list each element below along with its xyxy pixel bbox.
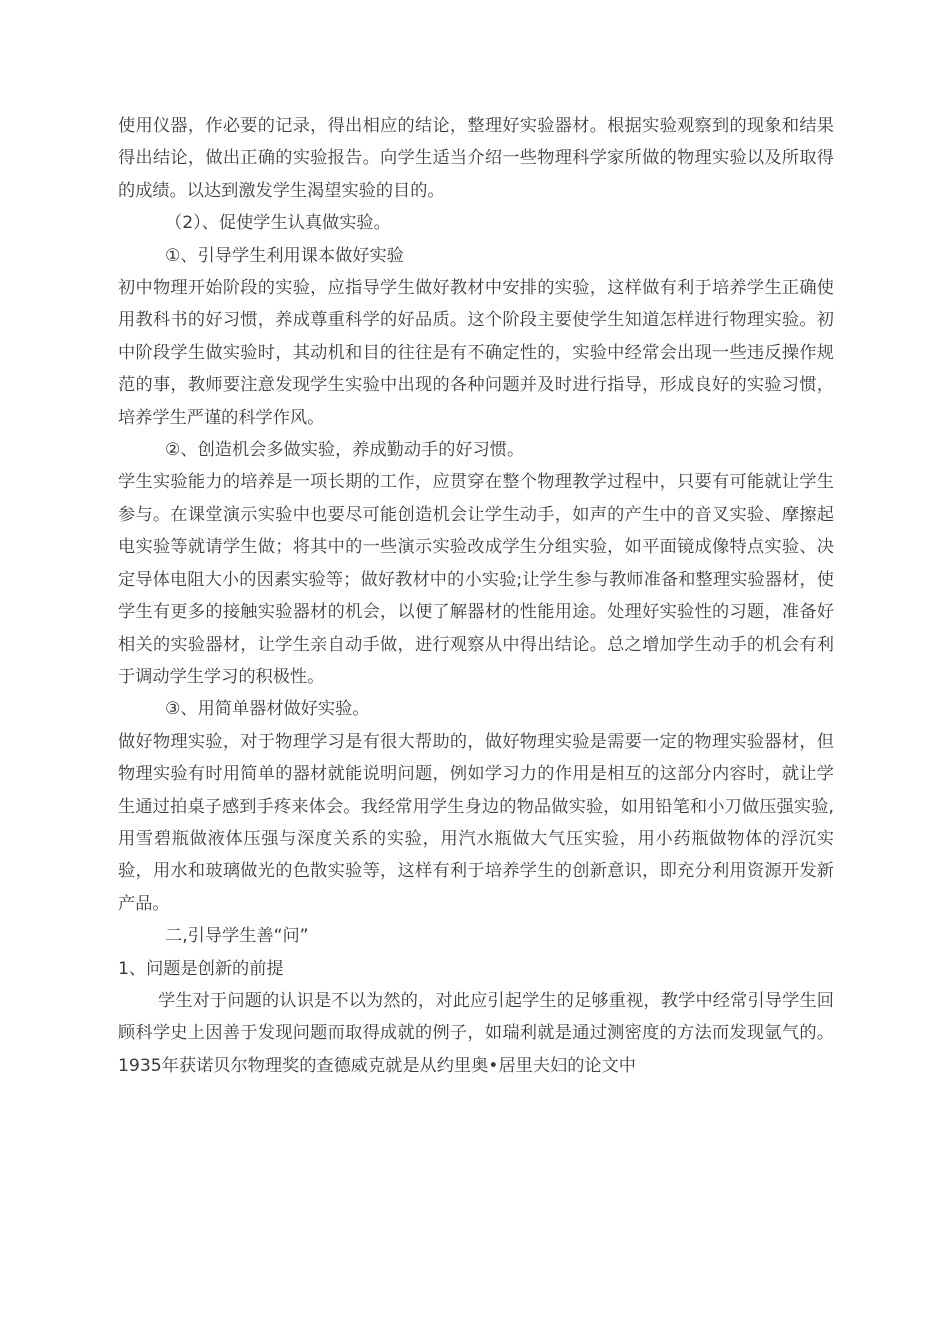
heading-textbook-experiments: ①、引导学生利用课本做好实验 [165,245,404,266]
paragraph-more-experiments: 学生实验能力的培养是一项长期的工作，应贯穿在整个物理教学过程中，只要有可能就让学生参与。在课堂演示实验中也要尽可能创造机会让学生动手，如声的产生中的音叉实验、摩擦起电实验等就请学生做；将其中的一些演示实验改成学生分组实验，如平面镜成像特点实验、决定导体电阻大小的因素实验等；做好教材中的小实验;让学生参与教师准备和整理实验器材，使学生有更多的接触实验器材的机会，以便了解器材的性能用途。处理好实验性的习题，准备好相关的实验器材，让学生亲自动手做，进行观察从中得出结论。总之增加学生动手的机会有利于调动学生学习的积极性。 [118,472,834,687]
heading-simple-equipment: ③、用简单器材做好实验。 [165,699,370,720]
heading-section-two: 二,引导学生善“问” [165,926,309,947]
paragraph-experiment-report: 使用仪器，作必要的记录，得出相应的结论，整理好实验器材。根据实验观察到的现象和结果得出结论，做出正确的实验报告。向学生适当介绍一些物理科学家所做的物理实验以及所取得的成绩。以达到激发学生渴望实验的目的。 [118,116,834,201]
paragraph-textbook-experiments: 初中物理开始阶段的实验，应指导学生做好教材中安排的实验，这样做有利于培养学生正确使用教科书的好习惯，养成尊重科学的好品质。这个阶段主要使学生知道怎样进行物理实验。初中阶段学生做实验时，其动机和目的往往是有不确定性的，实验中经常会出现一些违反操作规范的事，教师要注意发现学生实验中出现的各种问题并及时进行指导，形成良好的实验习惯，培养学生严谨的科学作风。 [118,278,834,428]
document-body [118,110,834,1082]
heading-question-premise: 1、问题是创新的前提 [118,958,284,979]
heading-encourage-experiments: （2）、促使学生认真做实验。 [165,213,391,234]
paragraph-simple-equipment: 做好物理实验，对于物理学习是有很大帮助的，做好物理实验是需要一定的物理实验器材，但物理实验有时用简单的器材就能说明问题，例如学习力的作用是相互的这部分内容时，就让学生通过拍桌子感到手疼来体会。我经常用学生身边的物品做实验，如用铅笔和小刀做压强实验,用雪碧瓶做液体压强与深度关系的实验，用汽水瓶做大气压实验，用小药瓶做物体的浮沉实验，用水和玻璃做光的色散实验等，这样有利于培养学生的创新意识，即充分利用资源开发新产品。 [118,731,834,914]
paragraph-question-premise: 学生对于问题的认识是不以为然的，对此应引起学生的足够重视，教学中经常引导学生回顾科学史上因善于发现问题而取得成就的例子，如瑞利就是通过测密度的方法而发现氩气的。1935年获诺贝尔物理奖的查德威克就是从约里奥•居里夫妇的论文中 [118,990,834,1076]
heading-more-experiments: ②、创造机会多做实验，养成勤动手的好习惯。 [165,440,525,461]
